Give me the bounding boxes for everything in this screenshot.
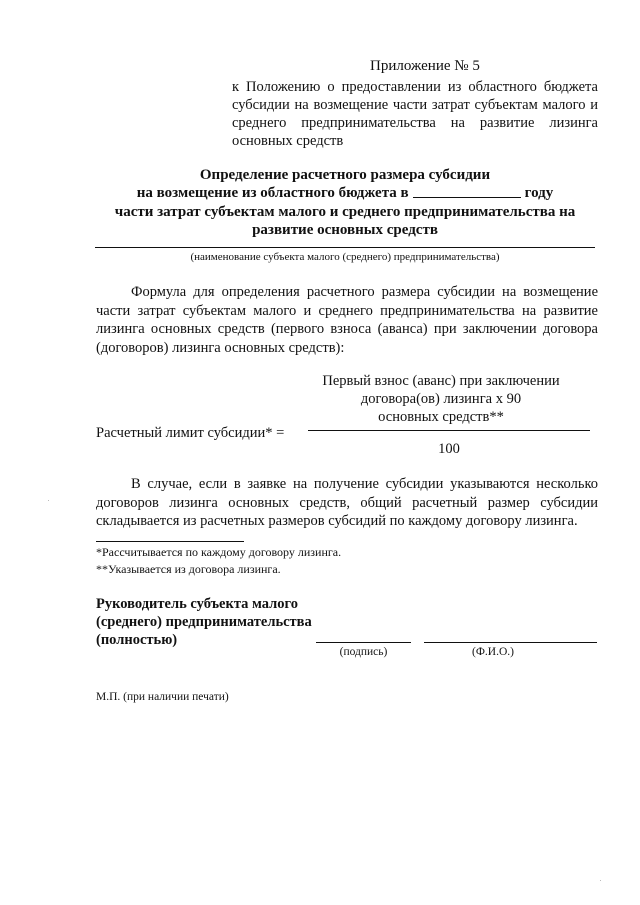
footnote-divider — [96, 541, 244, 542]
numerator-line-2: договора(ов) лизинга х 90 — [360, 391, 522, 407]
scan-speck — [600, 880, 601, 881]
appendix-title: Приложение № 5 — [370, 58, 480, 74]
signature-caption: (подпись) — [339, 646, 388, 658]
intro-paragraph: Формула для определения расчетного размера субсидии на возмещение части затрат субъектам малого и среднего предпринимательства на развитие лизинга основных средств (первого взноса (аванса) при заключении договора (договоров) лизинга основных средств): — [96, 284, 598, 356]
signatory-title-line-3: (полностью) — [96, 632, 178, 648]
scan-speck — [48, 500, 49, 501]
full-name-caption: (Ф.И.О.) — [472, 646, 514, 658]
multiple-contracts-paragraph: В случае, если в заявке на получение субсидии указываются несколько договоров лизинга основных средств, общий расчетный размер субсидии складывается из расчетных размеров субсидий по каждому договору лизинга. — [96, 476, 598, 529]
heading-line-4: развитие основных средств — [252, 222, 438, 238]
heading-line-2-text: на возмещение из областного бюджета в — [136, 185, 409, 201]
signatory-title-line-1: Руководитель субъекта малого — [96, 596, 299, 612]
formula-denominator: 100 — [438, 441, 460, 457]
entity-name-blank-field[interactable] — [95, 247, 595, 248]
heading-line-1: Определение расчетного размера субсидии — [199, 167, 491, 183]
signatory-title — [96, 595, 312, 649]
heading-year-word: году — [524, 185, 554, 201]
stamp-note: М.П. (при наличии печати) — [96, 691, 229, 703]
footnote-2: **Указывается из договора лизинга. — [96, 562, 281, 576]
entity-name-caption: (наименование субъекта малого (среднего) предпринимательства) — [190, 251, 500, 263]
year-blank-field[interactable] — [413, 183, 521, 198]
formula-numerator — [312, 372, 570, 426]
footnote-1: *Рассчитывается по каждому договору лизинга. — [96, 545, 342, 559]
heading-line-2 — [92, 183, 598, 203]
appendix-reference: к Положению о предоставлении из областного бюджета субсидии на возмещение части затрат субъектам малого и среднего предпринимательства на развитие лизинга основных средств — [232, 79, 598, 149]
heading-line-3: части затрат субъектам малого и среднего предпринимательства на — [114, 204, 576, 220]
signatory-title-line-2: (среднего) предпринимательства — [96, 614, 312, 630]
fraction-bar — [308, 430, 590, 431]
formula-label: Расчетный лимит субсидии* = — [96, 425, 285, 441]
numerator-line-3: основных средств** — [378, 409, 504, 425]
numerator-line-1: Первый взнос (аванс) при заключении — [322, 373, 560, 389]
signature-blank-field[interactable] — [316, 642, 411, 643]
full-name-blank-field[interactable] — [424, 642, 597, 643]
